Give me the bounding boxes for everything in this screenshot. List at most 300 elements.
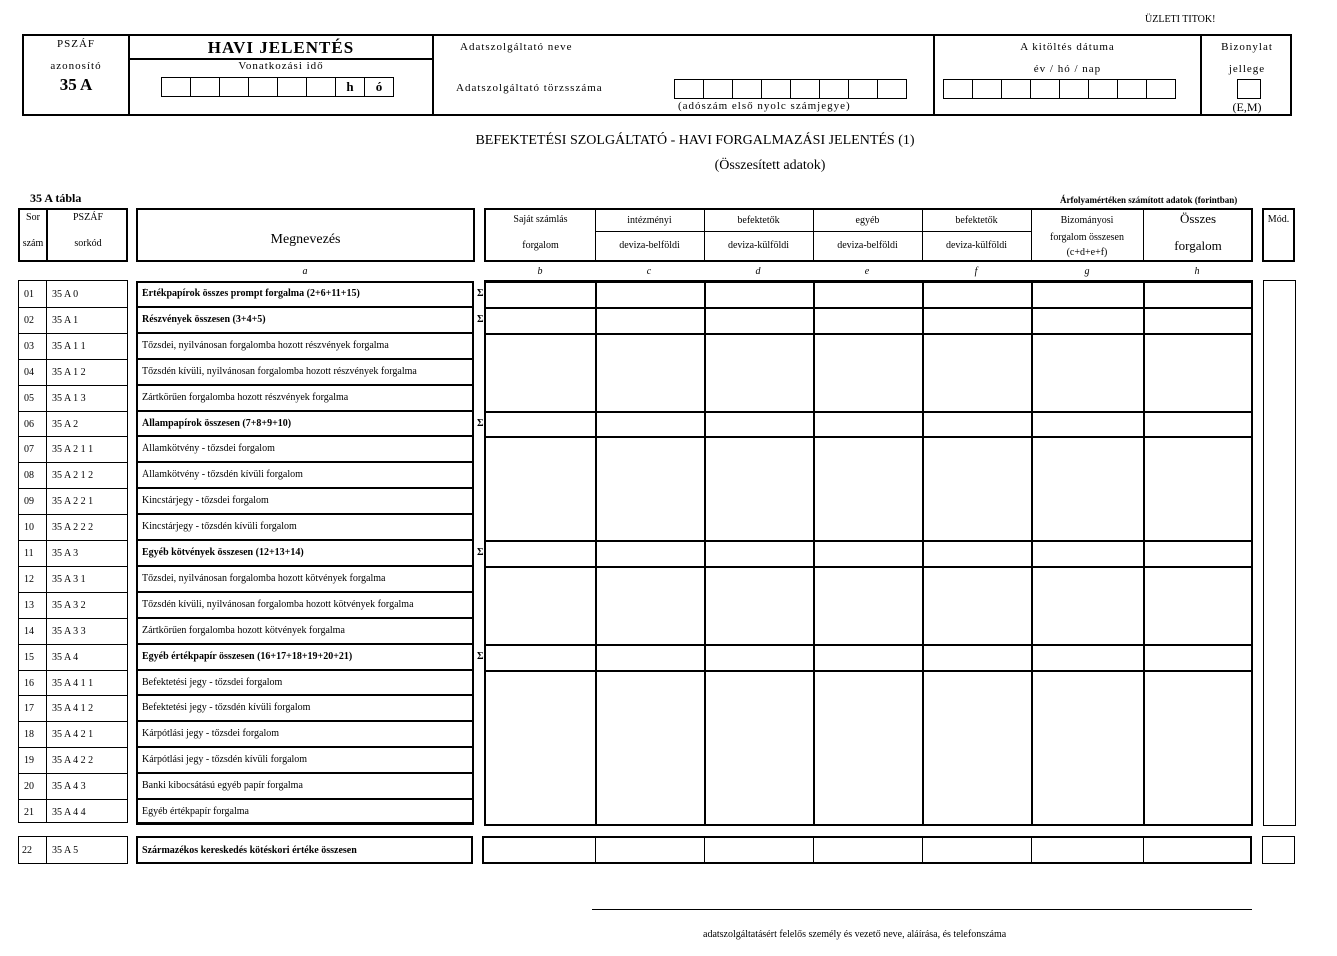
egyeb-label: egyéb bbox=[855, 215, 880, 226]
value-column-line bbox=[1143, 280, 1145, 826]
period-cell[interactable] bbox=[277, 77, 307, 97]
row-separator bbox=[18, 695, 128, 696]
value-cell[interactable] bbox=[1031, 281, 1143, 307]
row-separator bbox=[18, 540, 128, 541]
row22-number-divider bbox=[46, 836, 47, 864]
value-cell[interactable] bbox=[704, 385, 813, 411]
value-cell[interactable] bbox=[922, 488, 1031, 514]
value-cell[interactable] bbox=[486, 411, 595, 436]
value-cell[interactable] bbox=[922, 540, 1031, 566]
date-cell[interactable] bbox=[1088, 79, 1118, 99]
value-cell[interactable] bbox=[813, 359, 922, 385]
value-cell[interactable] bbox=[1143, 618, 1253, 644]
row-code: 35 A 4 3 bbox=[52, 781, 86, 792]
value-cell[interactable] bbox=[595, 462, 704, 488]
currency-note: Árfolyamértéken számított adatok (forintban) bbox=[1060, 195, 1238, 205]
value-cell[interactable] bbox=[813, 670, 922, 695]
value-cell[interactable] bbox=[813, 773, 922, 799]
column-letter: d bbox=[755, 266, 761, 277]
value-cell[interactable] bbox=[813, 333, 922, 359]
period-cell[interactable]: ó bbox=[364, 77, 394, 97]
sajat-label-2: forgalom bbox=[522, 240, 559, 251]
row-label: Kincstárjegy - tőzsdén kívüli forgalom bbox=[142, 521, 297, 532]
value-cell[interactable] bbox=[1031, 592, 1143, 618]
value-cell[interactable] bbox=[813, 514, 922, 540]
value-cell[interactable] bbox=[486, 359, 595, 385]
doc-type-sub-label: jellege bbox=[1228, 63, 1266, 75]
value-cell[interactable] bbox=[922, 644, 1031, 670]
row-number: 12 bbox=[24, 574, 34, 585]
value-cell[interactable] bbox=[704, 514, 813, 540]
value-cell[interactable] bbox=[922, 799, 1031, 825]
value-cell[interactable] bbox=[595, 592, 704, 618]
period-cell[interactable] bbox=[190, 77, 220, 97]
provider-reg-cells bbox=[675, 79, 907, 99]
provider-reg-cell[interactable] bbox=[790, 79, 820, 99]
value-cell[interactable] bbox=[922, 411, 1031, 436]
value-cell[interactable] bbox=[1031, 721, 1143, 747]
pszaf-col-label: PSZÁF bbox=[72, 212, 103, 223]
row-label: Befektetési jegy - tőzsdén kívüli forgalom bbox=[142, 702, 311, 713]
value-cell[interactable] bbox=[1143, 566, 1253, 592]
value-cell[interactable] bbox=[595, 773, 704, 799]
row22-label: Származékos kereskedés kötéskori értéke összesen bbox=[142, 845, 357, 856]
column-letter: a bbox=[302, 266, 308, 277]
value-cell[interactable] bbox=[1031, 385, 1143, 411]
mod-cell[interactable] bbox=[1264, 566, 1295, 592]
value-cell[interactable] bbox=[1143, 747, 1253, 773]
value-cell[interactable] bbox=[704, 695, 813, 721]
value-cell[interactable] bbox=[704, 488, 813, 514]
deviza-belfoldi-label-2: deviza-belföldi bbox=[837, 240, 898, 251]
value-cell[interactable] bbox=[813, 592, 922, 618]
sigma-mark: Σ bbox=[477, 288, 484, 299]
row-code: 35 A 0 bbox=[52, 289, 79, 300]
value-cell[interactable] bbox=[1031, 411, 1143, 436]
row-code: 35 A 2 2 1 bbox=[52, 496, 94, 507]
value-cell[interactable] bbox=[1031, 462, 1143, 488]
mod-cell[interactable] bbox=[1264, 307, 1295, 333]
value-cell[interactable] bbox=[1143, 773, 1253, 799]
mod-cell[interactable] bbox=[1264, 385, 1295, 411]
value-cell[interactable] bbox=[922, 670, 1031, 695]
value-cell[interactable] bbox=[595, 644, 704, 670]
row-label: Kincstárjegy - tőzsdei forgalom bbox=[142, 495, 269, 506]
value-cell[interactable] bbox=[922, 436, 1031, 462]
report-title: BEFEKTETÉSI SZOLGÁLTATÓ - HAVI FORGALMAZÁSI JELENTÉS (1) bbox=[475, 133, 915, 148]
provider-reg-cell[interactable] bbox=[877, 79, 907, 99]
value-cell[interactable] bbox=[1143, 462, 1253, 488]
mod-cell[interactable] bbox=[1264, 333, 1295, 359]
value-cell[interactable] bbox=[486, 436, 595, 462]
value-column-line bbox=[813, 280, 815, 826]
column-letter: b bbox=[537, 266, 543, 277]
value-cell[interactable] bbox=[813, 540, 922, 566]
value-cell[interactable] bbox=[595, 411, 704, 436]
value-cell[interactable] bbox=[1031, 436, 1143, 462]
mod-cell[interactable] bbox=[1264, 514, 1295, 540]
value-cell[interactable] bbox=[922, 359, 1031, 385]
value-cell[interactable] bbox=[922, 514, 1031, 540]
value-cell[interactable] bbox=[813, 411, 922, 436]
value-cell[interactable] bbox=[1031, 644, 1143, 670]
value-cell[interactable] bbox=[813, 618, 922, 644]
value-cell[interactable] bbox=[486, 773, 595, 799]
period-cell[interactable] bbox=[306, 77, 336, 97]
row-separator bbox=[18, 644, 128, 645]
value-cell[interactable] bbox=[486, 514, 595, 540]
report-type-title: HAVI JELENTÉS bbox=[207, 38, 355, 57]
signature-label: adatszolgáltatásért felelős személy és vezető neve, aláírása, és telefonszáma bbox=[703, 929, 1007, 940]
value-cell[interactable] bbox=[704, 721, 813, 747]
row-number: 13 bbox=[24, 600, 34, 611]
value-cell[interactable] bbox=[813, 721, 922, 747]
value-cell[interactable] bbox=[922, 773, 1031, 799]
row-code: 35 A 2 1 1 bbox=[52, 444, 94, 455]
szam-label: szám bbox=[22, 238, 44, 249]
value-cell[interactable] bbox=[1031, 799, 1143, 825]
bizomanyosi-label-3: (c+d+e+f) bbox=[1066, 247, 1108, 258]
provider-reg-cell[interactable] bbox=[732, 79, 762, 99]
mod-cell[interactable] bbox=[1264, 670, 1295, 695]
provider-reg-cell[interactable] bbox=[703, 79, 733, 99]
value-cell[interactable] bbox=[1143, 436, 1253, 462]
row-label: Banki kibocsátású egyéb papír forgalma bbox=[142, 780, 303, 791]
value-cell[interactable] bbox=[595, 747, 704, 773]
value-cell[interactable] bbox=[813, 747, 922, 773]
mod-cell[interactable] bbox=[1264, 644, 1295, 670]
value-cell[interactable] bbox=[486, 644, 595, 670]
value-cell[interactable] bbox=[486, 540, 595, 566]
value-cell[interactable] bbox=[1143, 333, 1253, 359]
value-cell[interactable] bbox=[1143, 721, 1253, 747]
row-code: 35 A 3 2 bbox=[52, 600, 86, 611]
value-cell[interactable] bbox=[922, 747, 1031, 773]
row22-mod-box[interactable] bbox=[1262, 836, 1295, 864]
sigma-mark: Σ bbox=[477, 651, 484, 662]
value-cell[interactable] bbox=[595, 281, 704, 307]
row-number: 06 bbox=[24, 419, 34, 430]
value-cell[interactable] bbox=[1031, 307, 1143, 333]
value-cell[interactable] bbox=[922, 695, 1031, 721]
mod-cell[interactable] bbox=[1264, 411, 1295, 436]
value-cell[interactable] bbox=[813, 566, 922, 592]
row22-number: 22 bbox=[22, 845, 32, 856]
row-number: 01 bbox=[24, 289, 34, 300]
value-cell[interactable] bbox=[704, 747, 813, 773]
value-cell[interactable] bbox=[704, 644, 813, 670]
mod-cell[interactable] bbox=[1264, 462, 1295, 488]
value-cell[interactable] bbox=[595, 385, 704, 411]
column-letter: g bbox=[1084, 266, 1090, 277]
value-cell[interactable] bbox=[1143, 670, 1253, 695]
value-cell[interactable] bbox=[595, 488, 704, 514]
row-number: 21 bbox=[24, 807, 34, 818]
row-separator bbox=[18, 799, 128, 800]
value-cell[interactable] bbox=[1031, 540, 1143, 566]
value-cell[interactable] bbox=[1031, 773, 1143, 799]
header-subdivider bbox=[595, 231, 1031, 232]
deviza-kulfoldi-label-1: deviza-külföldi bbox=[727, 240, 790, 251]
report-subtitle: (Összesített adatok) bbox=[714, 158, 826, 173]
value-cell[interactable] bbox=[595, 333, 704, 359]
osszes-label-1: Összes bbox=[1179, 211, 1217, 226]
row-label: Zártkörűen forgalomba hozott részvények forgalma bbox=[142, 392, 349, 403]
value-cell[interactable] bbox=[486, 799, 595, 825]
befektetok-label-2: befektetők bbox=[955, 215, 998, 226]
date-cell[interactable] bbox=[1117, 79, 1147, 99]
value-cell[interactable] bbox=[595, 721, 704, 747]
row-separator bbox=[18, 618, 128, 619]
value-cell[interactable] bbox=[1143, 799, 1253, 825]
osszes-label-2: forgalom bbox=[1174, 238, 1222, 253]
value-cell[interactable] bbox=[704, 566, 813, 592]
row-label: Egyéb értékpapír összesen (16+17+18+19+20+21) bbox=[142, 651, 353, 662]
value-cell[interactable] bbox=[486, 670, 595, 695]
value-column-line bbox=[922, 280, 924, 826]
value-cell[interactable] bbox=[1143, 644, 1253, 670]
row-separator bbox=[18, 670, 128, 671]
value-cell[interactable] bbox=[704, 436, 813, 462]
value-cell[interactable] bbox=[486, 333, 595, 359]
mod-cell[interactable] bbox=[1264, 695, 1295, 721]
row-code: 35 A 1 1 bbox=[52, 341, 86, 352]
provider-reg-label: Adatszolgáltató törzsszáma bbox=[456, 82, 603, 94]
value-cell[interactable] bbox=[1031, 747, 1143, 773]
value-cell[interactable] bbox=[486, 307, 595, 333]
value-cell[interactable] bbox=[1031, 333, 1143, 359]
value-cell[interactable] bbox=[813, 385, 922, 411]
row-separator bbox=[18, 307, 128, 308]
sigma-mark: Σ bbox=[477, 314, 484, 325]
provider-reg-cell[interactable] bbox=[848, 79, 878, 99]
row-number: 03 bbox=[24, 341, 34, 352]
row-label: Állampapírok összesen (7+8+9+10) bbox=[142, 418, 292, 429]
value-cell[interactable] bbox=[1143, 488, 1253, 514]
value-cell[interactable] bbox=[486, 462, 595, 488]
azonosito-label: azonosító bbox=[50, 60, 102, 72]
provider-reg-cell[interactable] bbox=[674, 79, 704, 99]
value-cell[interactable] bbox=[1143, 592, 1253, 618]
value-cell[interactable] bbox=[922, 618, 1031, 644]
value-column-line bbox=[595, 280, 597, 826]
date-cell[interactable] bbox=[972, 79, 1002, 99]
row-code: 35 A 3 1 bbox=[52, 574, 86, 585]
value-cell[interactable] bbox=[486, 618, 595, 644]
value-cell[interactable] bbox=[922, 281, 1031, 307]
table-label-text: 35 A tábla bbox=[30, 191, 82, 205]
date-cell[interactable] bbox=[1001, 79, 1031, 99]
mod-cell[interactable] bbox=[1264, 773, 1295, 799]
value-cell[interactable] bbox=[595, 307, 704, 333]
row-code: 35 A 4 2 1 bbox=[52, 729, 94, 740]
period-cell[interactable] bbox=[248, 77, 278, 97]
value-cell[interactable] bbox=[704, 773, 813, 799]
value-cell[interactable] bbox=[1031, 670, 1143, 695]
period-cell[interactable] bbox=[219, 77, 249, 97]
intezmenyi-label: intézményi bbox=[627, 215, 672, 226]
value-cell[interactable] bbox=[1031, 488, 1143, 514]
date-cell[interactable] bbox=[1030, 79, 1060, 99]
value-cell[interactable] bbox=[922, 385, 1031, 411]
value-cell[interactable] bbox=[486, 488, 595, 514]
row22-column-line bbox=[922, 836, 923, 864]
period-cell[interactable] bbox=[161, 77, 191, 97]
value-cell[interactable] bbox=[486, 721, 595, 747]
value-cell[interactable] bbox=[813, 281, 922, 307]
value-cell[interactable] bbox=[1031, 618, 1143, 644]
value-cell[interactable] bbox=[704, 462, 813, 488]
value-cell[interactable] bbox=[1143, 385, 1253, 411]
row-number: 11 bbox=[24, 548, 34, 559]
value-cell[interactable] bbox=[1143, 307, 1253, 333]
value-cell[interactable] bbox=[595, 566, 704, 592]
value-cell[interactable] bbox=[1143, 281, 1253, 307]
value-cell[interactable] bbox=[813, 695, 922, 721]
row-code: 35 A 1 bbox=[52, 315, 79, 326]
value-cell[interactable] bbox=[813, 462, 922, 488]
value-cell[interactable] bbox=[1031, 695, 1143, 721]
row-label: Államkötvény - tőzsdén kívüli forgalom bbox=[142, 469, 303, 480]
value-cell[interactable] bbox=[704, 307, 813, 333]
value-cell[interactable] bbox=[704, 799, 813, 825]
date-cell[interactable] bbox=[943, 79, 973, 99]
value-cell[interactable] bbox=[922, 333, 1031, 359]
mod-cell[interactable] bbox=[1264, 721, 1295, 747]
value-cell[interactable] bbox=[704, 670, 813, 695]
value-cell[interactable] bbox=[704, 333, 813, 359]
doc-type-options: (E,M) bbox=[1232, 100, 1262, 114]
mod-cell[interactable] bbox=[1264, 281, 1295, 307]
value-cell[interactable] bbox=[1031, 514, 1143, 540]
value-cell[interactable] bbox=[813, 488, 922, 514]
value-cell[interactable] bbox=[813, 644, 922, 670]
row-separator bbox=[18, 773, 128, 774]
mod-cell[interactable] bbox=[1264, 488, 1295, 514]
value-column-line bbox=[704, 280, 706, 826]
value-cell[interactable] bbox=[704, 359, 813, 385]
value-cell[interactable] bbox=[1143, 359, 1253, 385]
mod-cell[interactable] bbox=[1264, 540, 1295, 566]
row-number: 14 bbox=[24, 626, 34, 637]
value-cell[interactable] bbox=[922, 307, 1031, 333]
value-cell[interactable] bbox=[1143, 540, 1253, 566]
period-cells bbox=[162, 77, 394, 97]
sigma-mark: Σ bbox=[477, 418, 484, 429]
value-cell[interactable] bbox=[1143, 411, 1253, 436]
provider-reg-cell[interactable] bbox=[761, 79, 791, 99]
value-cell[interactable] bbox=[486, 281, 595, 307]
row-label: Egyéb kötvények összesen (12+13+14) bbox=[142, 547, 304, 558]
row-code: 35 A 1 2 bbox=[52, 367, 86, 378]
value-cell[interactable] bbox=[922, 721, 1031, 747]
column-letter: f bbox=[974, 266, 978, 277]
table-label bbox=[30, 191, 81, 206]
value-cell[interactable] bbox=[704, 540, 813, 566]
mod-cell[interactable] bbox=[1264, 799, 1295, 825]
value-cell[interactable] bbox=[1143, 695, 1253, 721]
period-cell[interactable]: h bbox=[335, 77, 365, 97]
value-cell[interactable] bbox=[595, 618, 704, 644]
value-cell[interactable] bbox=[595, 670, 704, 695]
value-cell[interactable] bbox=[486, 566, 595, 592]
provider-reg-cell[interactable] bbox=[819, 79, 849, 99]
mod-cell[interactable] bbox=[1264, 747, 1295, 773]
value-cell[interactable] bbox=[486, 385, 595, 411]
value-cell[interactable] bbox=[595, 514, 704, 540]
row-label: Tőzsdén kívüli, nyilvánosan forgalomba hozott részvények forgalma bbox=[142, 366, 417, 377]
date-cell[interactable] bbox=[1059, 79, 1089, 99]
date-cell[interactable] bbox=[1146, 79, 1176, 99]
doc-type-input[interactable] bbox=[1237, 79, 1261, 99]
row-number: 10 bbox=[24, 522, 34, 533]
row-separator bbox=[18, 514, 128, 515]
value-cell[interactable] bbox=[704, 411, 813, 436]
value-cell[interactable] bbox=[922, 592, 1031, 618]
value-cell[interactable] bbox=[922, 462, 1031, 488]
row-separator bbox=[18, 385, 128, 386]
sorkod-label: sorkód bbox=[74, 238, 102, 249]
value-cell[interactable] bbox=[595, 695, 704, 721]
pszaf-label: PSZÁF bbox=[56, 38, 96, 50]
mod-cell[interactable] bbox=[1264, 359, 1295, 385]
row-separator bbox=[18, 592, 128, 593]
value-cell[interactable] bbox=[813, 799, 922, 825]
value-cell[interactable] bbox=[486, 592, 595, 618]
value-cell[interactable] bbox=[595, 359, 704, 385]
sigma-mark: Σ bbox=[477, 547, 484, 558]
row-separator bbox=[18, 462, 128, 463]
value-cell[interactable] bbox=[486, 747, 595, 773]
value-cell[interactable] bbox=[595, 799, 704, 825]
value-cell[interactable] bbox=[704, 618, 813, 644]
provider-name-label: Adatszolgáltató neve bbox=[460, 41, 573, 53]
row22-code: 35 A 5 bbox=[52, 845, 79, 856]
value-cell[interactable] bbox=[704, 592, 813, 618]
mod-cell[interactable] bbox=[1264, 592, 1295, 618]
value-cell[interactable] bbox=[1031, 566, 1143, 592]
mod-label: Mód. bbox=[1267, 214, 1290, 225]
row-number: 17 bbox=[24, 703, 34, 714]
value-cell[interactable] bbox=[595, 540, 704, 566]
row-label: Tőzsdei, nyilvánosan forgalomba hozott részvények forgalma bbox=[142, 340, 389, 351]
column-letter: e bbox=[864, 266, 870, 277]
value-cell[interactable] bbox=[704, 281, 813, 307]
row-code: 35 A 3 bbox=[52, 548, 79, 559]
value-cell[interactable] bbox=[922, 566, 1031, 592]
value-cell[interactable] bbox=[1143, 514, 1253, 540]
column-letter: h bbox=[1194, 266, 1200, 277]
row-number: 19 bbox=[24, 755, 34, 766]
row-number: 08 bbox=[24, 470, 34, 481]
row-number: 15 bbox=[24, 652, 34, 663]
row-number: 05 bbox=[24, 393, 34, 404]
value-cell[interactable] bbox=[813, 307, 922, 333]
row-separator bbox=[18, 488, 128, 489]
value-cell[interactable] bbox=[486, 695, 595, 721]
mod-cell[interactable] bbox=[1264, 436, 1295, 462]
date-sub-label: év / hó / nap bbox=[1033, 63, 1102, 75]
row-code: 35 A 2 1 2 bbox=[52, 470, 94, 481]
row-label: Államkötvény - tőzsdei forgalom bbox=[142, 443, 275, 454]
value-cell[interactable] bbox=[1031, 359, 1143, 385]
value-cell[interactable] bbox=[595, 436, 704, 462]
mod-cell[interactable] bbox=[1264, 618, 1295, 644]
value-cell[interactable] bbox=[813, 436, 922, 462]
row-code: 35 A 3 3 bbox=[52, 626, 86, 637]
row-separator bbox=[18, 436, 128, 437]
row-label: Tőzsdén kívüli, nyilvánosan forgalomba hozott kötvények forgalma bbox=[142, 599, 414, 610]
